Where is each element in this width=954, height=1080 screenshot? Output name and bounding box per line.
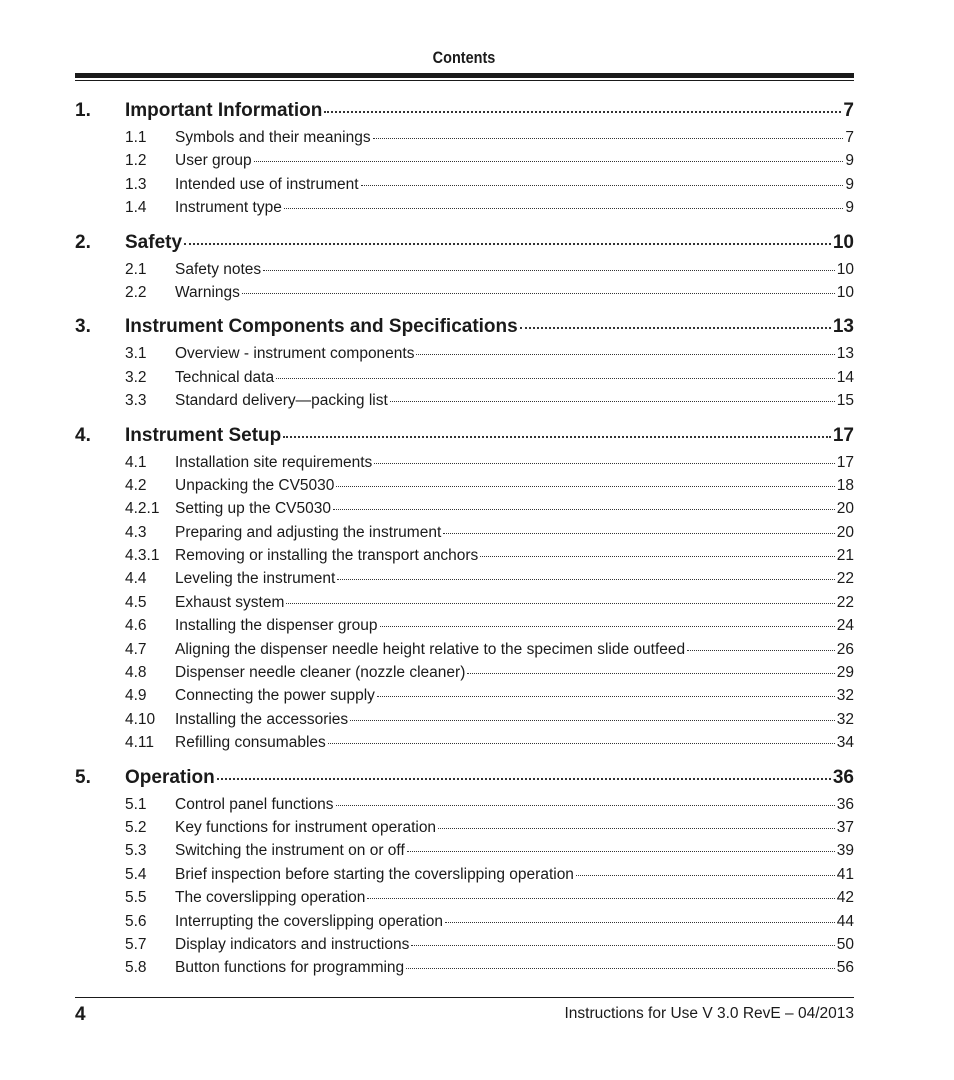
toc-section [75, 95, 854, 220]
toc-subsection-entry[interactable] [75, 886, 854, 909]
toc-chapter-entry[interactable] [75, 311, 854, 342]
toc-subsection-entry[interactable] [75, 863, 854, 886]
toc-number: 5.3 [125, 842, 147, 860]
toc-title: Unpacking the CV5030 [175, 476, 335, 494]
toc-title: Key functions for instrument operation [175, 818, 437, 836]
toc-number: 5.5 [125, 889, 147, 907]
toc-number: 4.4 [125, 570, 147, 588]
footer-document-version: Instructions for Use V 3.0 RevE – 04/2013 [564, 1005, 854, 1022]
toc-subsection-entry[interactable] [75, 126, 854, 149]
toc-title: Instrument type [175, 199, 282, 217]
toc-section [75, 227, 854, 305]
toc-title: Display indicators and instructions [175, 935, 410, 953]
toc-subsection-entry[interactable] [75, 638, 854, 661]
toc-title: Exhaust system [175, 593, 285, 611]
toc-number: 1.2 [125, 152, 147, 170]
toc-subsection-entry[interactable] [75, 474, 854, 497]
toc-number: 2. [75, 231, 91, 253]
toc-title: Instrument Components and Specifications [125, 316, 518, 338]
toc-page-number: 26 [836, 640, 854, 658]
toc-number: 1.4 [125, 199, 147, 217]
toc-page-number: 22 [836, 593, 854, 611]
dot-leader [374, 463, 834, 464]
dot-leader [406, 968, 835, 969]
toc-page-number: 39 [836, 842, 854, 860]
toc-number: 4.2.1 [125, 500, 160, 518]
dot-leader [367, 898, 834, 899]
toc-title: Brief inspection before starting the coverslipping operation [175, 865, 574, 883]
dot-leader [480, 556, 834, 557]
toc-subsection-entry[interactable] [75, 497, 854, 520]
dot-leader [337, 579, 834, 580]
toc-number: 4.5 [125, 593, 147, 611]
toc-page-number: 20 [836, 523, 854, 541]
dot-leader [286, 603, 834, 604]
dot-leader [520, 327, 831, 329]
toc-number: 5. [75, 766, 91, 788]
toc-chapter-entry[interactable] [75, 762, 854, 793]
toc-subsection-entry[interactable] [75, 591, 854, 614]
toc-title: Leveling the instrument [175, 570, 336, 588]
toc-subsection-entry[interactable] [75, 196, 854, 219]
dot-leader [284, 208, 844, 209]
toc-page-number: 9 [845, 175, 854, 193]
toc-section [75, 762, 854, 980]
toc-page-number: 10 [836, 283, 854, 301]
footer-page-number: 4 [75, 1004, 86, 1025]
dot-leader [390, 401, 835, 402]
toc-subsection-entry[interactable] [75, 149, 854, 172]
toc-page-number: 9 [845, 199, 854, 217]
toc-page-number: 44 [836, 912, 854, 930]
toc-number: 4.2 [125, 476, 147, 494]
toc-number: 4.8 [125, 664, 147, 682]
dot-leader [438, 828, 835, 829]
toc-subsection-entry[interactable] [75, 816, 854, 839]
footer-rule [75, 997, 854, 998]
toc-subsection-entry[interactable] [75, 910, 854, 933]
toc-section [75, 311, 854, 412]
toc-number: 3.1 [125, 345, 147, 363]
toc-subsection-entry[interactable] [75, 389, 854, 412]
toc-title: The coverslipping operation [175, 889, 366, 907]
dot-leader [407, 851, 835, 852]
toc-chapter-entry[interactable] [75, 420, 854, 451]
toc-page-number: 18 [836, 476, 854, 494]
toc-title: Refilling consumables [175, 734, 326, 752]
toc-title: Important Information [125, 100, 323, 121]
dot-leader [333, 509, 835, 510]
toc-number: 4.10 [125, 710, 156, 728]
toc-title: Removing or installing the transport anchors [175, 547, 479, 565]
toc-page-number: 29 [836, 664, 854, 682]
toc-subsection-entry[interactable] [75, 173, 854, 196]
toc-page-number: 7 [845, 129, 854, 146]
toc-page-number: 10 [836, 260, 854, 278]
toc-subsection-entry[interactable] [75, 521, 854, 544]
dot-leader [350, 720, 835, 721]
toc-title: Dispenser needle cleaner (nozzle cleaner) [175, 664, 466, 682]
dot-leader [336, 805, 835, 806]
toc-title: Instrument Setup [125, 424, 282, 446]
toc-title: Preparing and adjusting the instrument [175, 523, 442, 541]
dot-leader [373, 138, 844, 139]
dot-leader [467, 673, 834, 674]
toc-page-number: 20 [836, 500, 854, 518]
toc-subsection-entry[interactable] [75, 933, 854, 956]
table-of-contents [75, 95, 854, 987]
toc-number: 4. [75, 424, 91, 446]
toc-page-number: 56 [836, 959, 854, 977]
toc-page-number: 17 [836, 453, 854, 471]
toc-number: 5.1 [125, 795, 147, 813]
toc-number: 4.3.1 [125, 547, 160, 565]
toc-number: 1.1 [125, 129, 147, 146]
toc-subsection-entry[interactable] [75, 839, 854, 862]
dot-leader [328, 743, 835, 744]
dot-leader [324, 111, 841, 113]
toc-title: Overview - instrument components [175, 345, 415, 363]
toc-page-number: 50 [836, 935, 854, 953]
toc-number: 3. [75, 316, 91, 338]
dot-leader [242, 293, 835, 294]
toc-page-number: 42 [836, 889, 854, 907]
toc-title: Safety notes [175, 260, 262, 278]
toc-subsection-entry[interactable] [75, 451, 854, 474]
toc-page-number: 41 [836, 865, 854, 883]
toc-title: Standard delivery—packing list [175, 392, 388, 410]
toc-page-number: 13 [836, 345, 854, 363]
toc-title: Aligning the dispenser needle height relative to the specimen slide outfeed [175, 640, 686, 658]
toc-page-number: 15 [836, 392, 854, 410]
toc-number: 3.2 [125, 368, 147, 386]
toc-subsection-entry[interactable] [75, 258, 854, 281]
toc-subsection-entry[interactable] [75, 956, 854, 979]
toc-title: Symbols and their meanings [175, 129, 371, 146]
dot-leader [217, 778, 831, 780]
header-rule-thin [75, 80, 854, 81]
toc-page-number: 9 [845, 152, 854, 170]
dot-leader [276, 378, 835, 379]
dot-leader [254, 161, 844, 162]
toc-number: 5.6 [125, 912, 147, 930]
toc-page-number: 36 [836, 795, 854, 813]
toc-page-number: 36 [832, 766, 854, 788]
dot-leader [361, 185, 844, 186]
dot-leader [445, 922, 835, 923]
toc-page-number: 7 [843, 100, 854, 121]
toc-number: 5.2 [125, 818, 147, 836]
toc-number: 5.8 [125, 959, 147, 977]
toc-subsection-entry[interactable] [75, 661, 854, 684]
toc-number: 4.3 [125, 523, 147, 541]
toc-title: Warnings [175, 283, 240, 301]
dot-leader [687, 650, 835, 651]
toc-title: Installing the dispenser group [175, 617, 378, 635]
dot-leader [443, 533, 835, 534]
toc-title: Technical data [175, 368, 275, 386]
toc-number: 1. [75, 100, 91, 121]
toc-page-number: 22 [836, 570, 854, 588]
toc-page-number: 37 [836, 818, 854, 836]
toc-number: 4.1 [125, 453, 147, 471]
toc-number: 4.9 [125, 687, 147, 705]
toc-title: Installation site requirements [175, 453, 373, 471]
toc-subsection-entry[interactable] [75, 708, 854, 731]
toc-title: Installing the accessories [175, 710, 349, 728]
dot-leader [380, 626, 835, 627]
toc-chapter-entry[interactable] [75, 227, 854, 258]
toc-page-number: 10 [832, 231, 854, 253]
toc-page-number: 21 [836, 547, 854, 565]
dot-leader [283, 436, 831, 438]
toc-chapter-entry[interactable] [75, 95, 854, 126]
dot-leader [184, 243, 831, 245]
toc-subsection-entry[interactable] [75, 544, 854, 567]
toc-page-number: 24 [836, 617, 854, 635]
toc-title: Interrupting the coverslipping operation [175, 912, 443, 930]
dot-leader [411, 945, 834, 946]
toc-page-number: 13 [832, 316, 854, 338]
dot-leader [377, 696, 835, 697]
toc-subsection-entry[interactable] [75, 342, 854, 365]
toc-page-number: 17 [832, 424, 854, 446]
toc-number: 5.7 [125, 935, 147, 953]
toc-title: Safety [125, 231, 183, 253]
toc-number: 2.2 [125, 283, 147, 301]
toc-number: 5.4 [125, 865, 147, 883]
toc-title: Operation [125, 766, 215, 788]
toc-subsection-entry[interactable] [75, 281, 854, 304]
header-rule [75, 73, 854, 78]
toc-title: Switching the instrument on or off [175, 842, 405, 860]
toc-title: User group [175, 152, 252, 170]
toc-subsection-entry[interactable] [75, 614, 854, 637]
toc-page-number: 14 [836, 368, 854, 386]
toc-number: 4.6 [125, 617, 147, 635]
toc-page-number: 34 [836, 734, 854, 752]
toc-title: Connecting the power supply [175, 687, 375, 705]
toc-number: 1.3 [125, 175, 147, 193]
toc-title: Intended use of instrument [175, 175, 359, 193]
toc-title: Control panel functions [175, 795, 334, 813]
toc-number: 4.7 [125, 640, 147, 658]
toc-number: 3.3 [125, 392, 147, 410]
dot-leader [336, 486, 834, 487]
toc-subsection-entry[interactable] [75, 793, 854, 816]
toc-subsection-entry[interactable] [75, 731, 854, 754]
toc-subsection-entry[interactable] [75, 684, 854, 707]
toc-page-number: 32 [836, 710, 854, 728]
toc-title: Setting up the CV5030 [175, 500, 331, 518]
dot-leader [263, 270, 835, 271]
toc-number: 4.11 [125, 734, 155, 752]
toc-section [75, 420, 854, 755]
toc-number: 2.1 [125, 260, 147, 278]
page-title: Contents [432, 48, 496, 67]
dot-leader [576, 875, 835, 876]
toc-subsection-entry[interactable] [75, 567, 854, 590]
toc-subsection-entry[interactable] [75, 366, 854, 389]
toc-page-number: 32 [836, 687, 854, 705]
dot-leader [416, 354, 834, 355]
toc-title: Button functions for programming [175, 959, 405, 977]
